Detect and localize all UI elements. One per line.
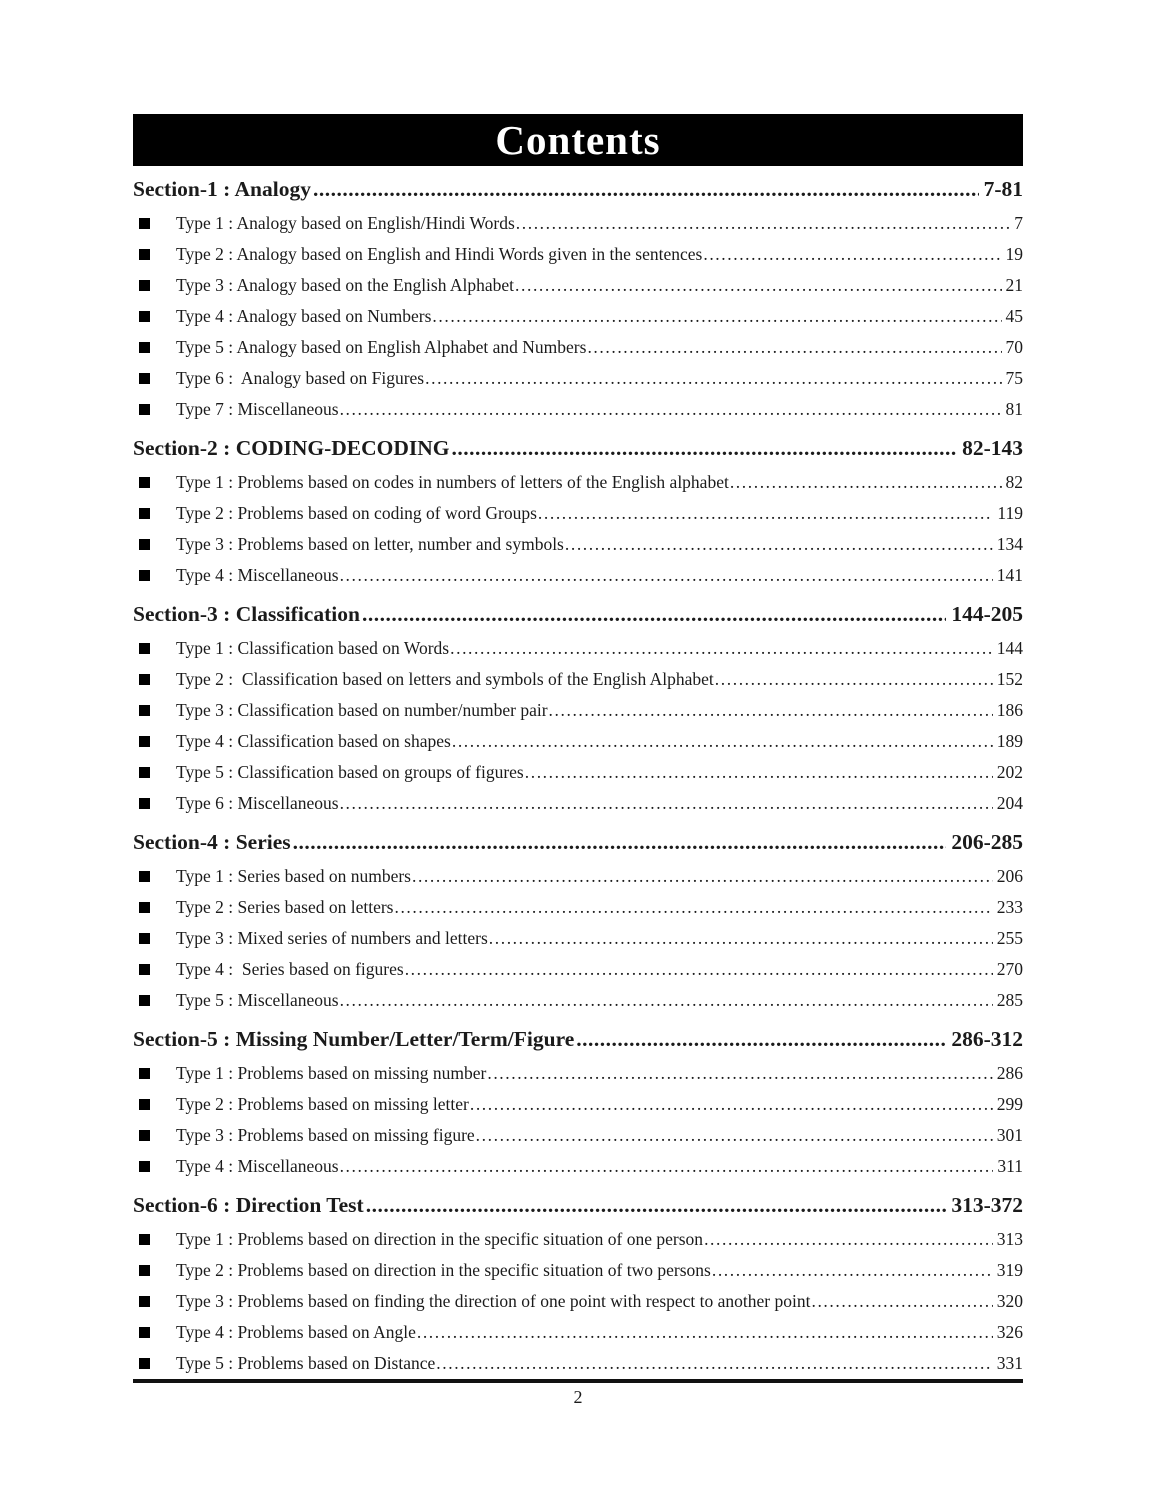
section-page-range: 206-285	[951, 830, 1023, 854]
dot-leader	[362, 600, 946, 628]
section-title: Section-2 : CODING-DECODING	[133, 436, 450, 460]
toc-item	[133, 301, 1023, 332]
toc-item-page: 7	[1014, 213, 1023, 233]
toc-item-label: Type 5 : Classification based on groups of figures	[176, 762, 524, 782]
bullet-square-icon	[139, 218, 150, 229]
dot-leader	[452, 434, 958, 462]
bullet-square-icon	[139, 1358, 150, 1369]
toc-item-page: 326	[996, 1322, 1023, 1342]
section-title: Section-4 : Series	[133, 830, 291, 854]
bullet-square-icon	[139, 1265, 150, 1276]
dot-leader	[811, 1286, 992, 1317]
bullet-square-icon	[139, 995, 150, 1006]
toc-item-page: 189	[996, 731, 1023, 751]
toc-item-page: 299	[996, 1094, 1023, 1114]
toc-item-label: Type 4 : Series based on figures	[176, 959, 404, 979]
section-header	[133, 600, 1023, 628]
dot-leader	[470, 1089, 993, 1120]
toc-item	[133, 1317, 1023, 1348]
dot-leader	[417, 1317, 993, 1348]
dot-leader	[476, 1120, 993, 1151]
toc-item-page: 144	[996, 638, 1023, 658]
bullet-square-icon	[139, 539, 150, 550]
toc-item-label: Type 1 : Series based on numbers	[176, 866, 411, 886]
dot-leader	[576, 1025, 946, 1053]
toc-item-page: 233	[996, 897, 1023, 917]
section-title: Section-3 : Classification	[133, 602, 360, 626]
toc-item-page: 313	[996, 1229, 1023, 1249]
dot-leader	[425, 363, 1001, 394]
bullet-square-icon	[139, 342, 150, 353]
dot-leader	[432, 301, 1001, 332]
toc-item	[133, 270, 1023, 301]
bullet-square-icon	[139, 736, 150, 747]
toc-item	[133, 1286, 1023, 1317]
toc-item	[133, 985, 1023, 1016]
dot-leader	[340, 394, 1002, 425]
toc-item	[133, 788, 1023, 819]
toc-item-page: 204	[996, 793, 1023, 813]
toc-item	[133, 363, 1023, 394]
bullet-square-icon	[139, 570, 150, 581]
toc-item	[133, 861, 1023, 892]
dot-leader	[313, 175, 979, 203]
dot-leader	[565, 529, 993, 560]
bullet-square-icon	[139, 871, 150, 882]
toc-item-label: Type 4 : Analogy based on Numbers	[176, 306, 432, 326]
section-page-range: 286-312	[951, 1027, 1023, 1051]
bullet-square-icon	[139, 404, 150, 415]
toc-item	[133, 1255, 1023, 1286]
bullet-square-icon	[139, 674, 150, 685]
bullet-square-icon	[139, 1068, 150, 1079]
dot-leader	[394, 892, 992, 923]
toc-item-page: 301	[996, 1125, 1023, 1145]
bullet-square-icon	[139, 1234, 150, 1245]
toc-item	[133, 498, 1023, 529]
dot-leader	[452, 726, 993, 757]
bullet-square-icon	[139, 1130, 150, 1141]
dot-leader	[730, 467, 1002, 498]
dot-leader	[450, 633, 993, 664]
section-header	[133, 434, 1023, 462]
toc-item	[133, 1058, 1023, 1089]
toc-item	[133, 954, 1023, 985]
toc-item-label: Type 3 : Analogy based on the English Alphabet	[176, 275, 515, 295]
bullet-square-icon	[139, 964, 150, 975]
dot-leader	[340, 788, 993, 819]
toc-item	[133, 529, 1023, 560]
toc-item-page: 331	[996, 1353, 1023, 1373]
toc-item-label: Type 2 : Problems based on coding of word Groups	[176, 503, 537, 523]
toc-item	[133, 757, 1023, 788]
toc-item-label: Type 3 : Problems based on missing figure	[176, 1125, 475, 1145]
toc-item	[133, 892, 1023, 923]
toc-item-label: Type 4 : Problems based on Angle	[176, 1322, 416, 1342]
bullet-square-icon	[139, 249, 150, 260]
toc-item-page: 75	[1005, 368, 1023, 388]
dot-leader	[704, 1224, 993, 1255]
toc-item	[133, 726, 1023, 757]
toc-item-label: Type 6 : Miscellaneous	[176, 793, 339, 813]
toc-item-page: 152	[996, 669, 1023, 689]
bullet-square-icon	[139, 705, 150, 716]
toc-section-3	[133, 600, 1023, 819]
toc-item-label: Type 2 : Classification based on letters and symbols of the English Alphabet	[176, 669, 714, 689]
bullet-square-icon	[139, 1296, 150, 1307]
toc-item	[133, 1120, 1023, 1151]
toc-item	[133, 467, 1023, 498]
toc-item	[133, 332, 1023, 363]
toc-item-label: Type 2 : Series based on letters	[176, 897, 394, 917]
toc-section-1	[133, 175, 1023, 425]
toc-item-page: 270	[996, 959, 1023, 979]
dot-leader	[525, 757, 993, 788]
toc-item-page: 285	[996, 990, 1023, 1010]
toc-item	[133, 560, 1023, 591]
page-title: Contents	[495, 117, 661, 163]
bullet-square-icon	[139, 1099, 150, 1110]
toc-item-page: 286	[996, 1063, 1023, 1083]
toc-item-label: Type 5 : Problems based on Distance	[176, 1353, 436, 1373]
page-number: 2	[573, 1387, 583, 1407]
bullet-square-icon	[139, 933, 150, 944]
toc-item	[133, 695, 1023, 726]
bullet-square-icon	[139, 1161, 150, 1172]
bullet-square-icon	[139, 767, 150, 778]
dot-leader	[412, 861, 993, 892]
toc-item-label: Type 4 : Classification based on shapes	[176, 731, 451, 751]
toc-item-label: Type 2 : Problems based on direction in the specific situation of two persons	[176, 1260, 711, 1280]
toc-section-6	[133, 1191, 1023, 1379]
section-page-range: 313-372	[951, 1193, 1023, 1217]
toc-item-label: Type 3 : Problems based on letter, number and symbols	[176, 534, 564, 554]
section-header	[133, 175, 1023, 203]
section-header	[133, 1191, 1023, 1219]
toc-item-label: Type 5 : Analogy based on English Alphabet and Numbers	[176, 337, 587, 357]
bullet-square-icon	[139, 643, 150, 654]
section-page-range: 144-205	[951, 602, 1023, 626]
dot-leader	[366, 1191, 947, 1219]
toc-item-page: 119	[997, 503, 1023, 523]
toc-section-2	[133, 434, 1023, 591]
toc-item	[133, 923, 1023, 954]
bullet-square-icon	[139, 373, 150, 384]
toc-item-page: 319	[996, 1260, 1023, 1280]
dot-leader	[703, 239, 1001, 270]
bullet-square-icon	[139, 1327, 150, 1338]
toc-item-label: Type 1 : Problems based on direction in the specific situation of one person	[176, 1229, 704, 1249]
toc-item	[133, 1151, 1023, 1182]
bullet-square-icon	[139, 508, 150, 519]
dot-leader	[715, 664, 993, 695]
toc-item-label: Type 2 : Problems based on missing letter	[176, 1094, 469, 1114]
toc-item-label: Type 4 : Miscellaneous	[176, 565, 339, 585]
toc-content	[133, 114, 1023, 1410]
dot-leader	[340, 985, 993, 1016]
toc-item-label: Type 3 : Mixed series of numbers and letters	[176, 928, 488, 948]
dot-leader	[549, 695, 993, 726]
toc-item-page: 141	[996, 565, 1023, 585]
toc-item	[133, 664, 1023, 695]
dot-leader	[487, 1058, 992, 1089]
toc-item	[133, 1348, 1023, 1379]
section-header	[133, 1025, 1023, 1053]
toc-item-label: Type 4 : Miscellaneous	[176, 1156, 339, 1176]
toc-item	[133, 633, 1023, 664]
toc-item-page: 202	[996, 762, 1023, 782]
toc-item-page: 21	[1005, 275, 1023, 295]
bullet-square-icon	[139, 477, 150, 488]
toc-item-label: Type 1 : Problems based on missing number	[176, 1063, 487, 1083]
toc-item-page: 70	[1005, 337, 1023, 357]
toc-item-label: Type 5 : Miscellaneous	[176, 990, 339, 1010]
dot-leader	[489, 923, 993, 954]
dot-leader	[340, 1151, 994, 1182]
dot-leader	[587, 332, 1001, 363]
bullet-square-icon	[139, 798, 150, 809]
toc-item-page: 45	[1005, 306, 1023, 326]
toc-item-label: Type 3 : Problems based on finding the direction of one point with respect to another point	[176, 1291, 811, 1311]
toc-item-label: Type 7 : Miscellaneous	[176, 399, 339, 419]
toc-item-page: 81	[1005, 399, 1023, 419]
toc-item-label: Type 1 : Problems based on codes in numbers of letters of the English alphabet	[176, 472, 729, 492]
toc-item-page: 206	[996, 866, 1023, 886]
section-title: Section-5 : Missing Number/Letter/Term/Figure	[133, 1027, 575, 1051]
bullet-square-icon	[139, 902, 150, 913]
dot-leader	[293, 828, 947, 856]
dot-leader	[515, 270, 1001, 301]
dot-leader	[436, 1348, 992, 1379]
toc-item-page: 311	[997, 1156, 1023, 1176]
toc-item	[133, 1224, 1023, 1255]
bullet-square-icon	[139, 311, 150, 322]
toc-item-page: 255	[996, 928, 1023, 948]
toc-item-label: Type 2 : Analogy based on English and Hindi Words given in the sentences	[176, 244, 703, 264]
toc-item-page: 186	[996, 700, 1023, 720]
toc-item-page: 134	[996, 534, 1023, 554]
dot-leader	[405, 954, 993, 985]
dot-leader	[516, 208, 1010, 239]
toc-item-label: Type 6 : Analogy based on Figures	[176, 368, 425, 388]
contents-title-bar	[133, 114, 1023, 166]
dot-leader	[538, 498, 994, 529]
section-title: Section-1 : Analogy	[133, 177, 311, 201]
toc-item-label: Type 1 : Analogy based on English/Hindi Words	[176, 213, 515, 233]
section-header	[133, 828, 1023, 856]
toc-item-label: Type 1 : Classification based on Words	[176, 638, 450, 658]
toc-item	[133, 208, 1023, 239]
dot-leader	[712, 1255, 993, 1286]
toc-item-page: 82	[1005, 472, 1023, 492]
toc-item	[133, 394, 1023, 425]
toc-item-page: 19	[1005, 244, 1023, 264]
toc-item-label: Type 3 : Classification based on number/number pair	[176, 700, 548, 720]
toc-section-4	[133, 828, 1023, 1016]
bullet-square-icon	[139, 280, 150, 291]
section-page-range: 82-143	[962, 436, 1023, 460]
section-page-range: 7-81	[983, 177, 1023, 201]
toc-item	[133, 1089, 1023, 1120]
toc-item	[133, 239, 1023, 270]
toc-item-page: 320	[996, 1291, 1023, 1311]
dot-leader	[340, 560, 993, 591]
toc-section-5	[133, 1025, 1023, 1182]
section-title: Section-6 : Direction Test	[133, 1193, 364, 1217]
